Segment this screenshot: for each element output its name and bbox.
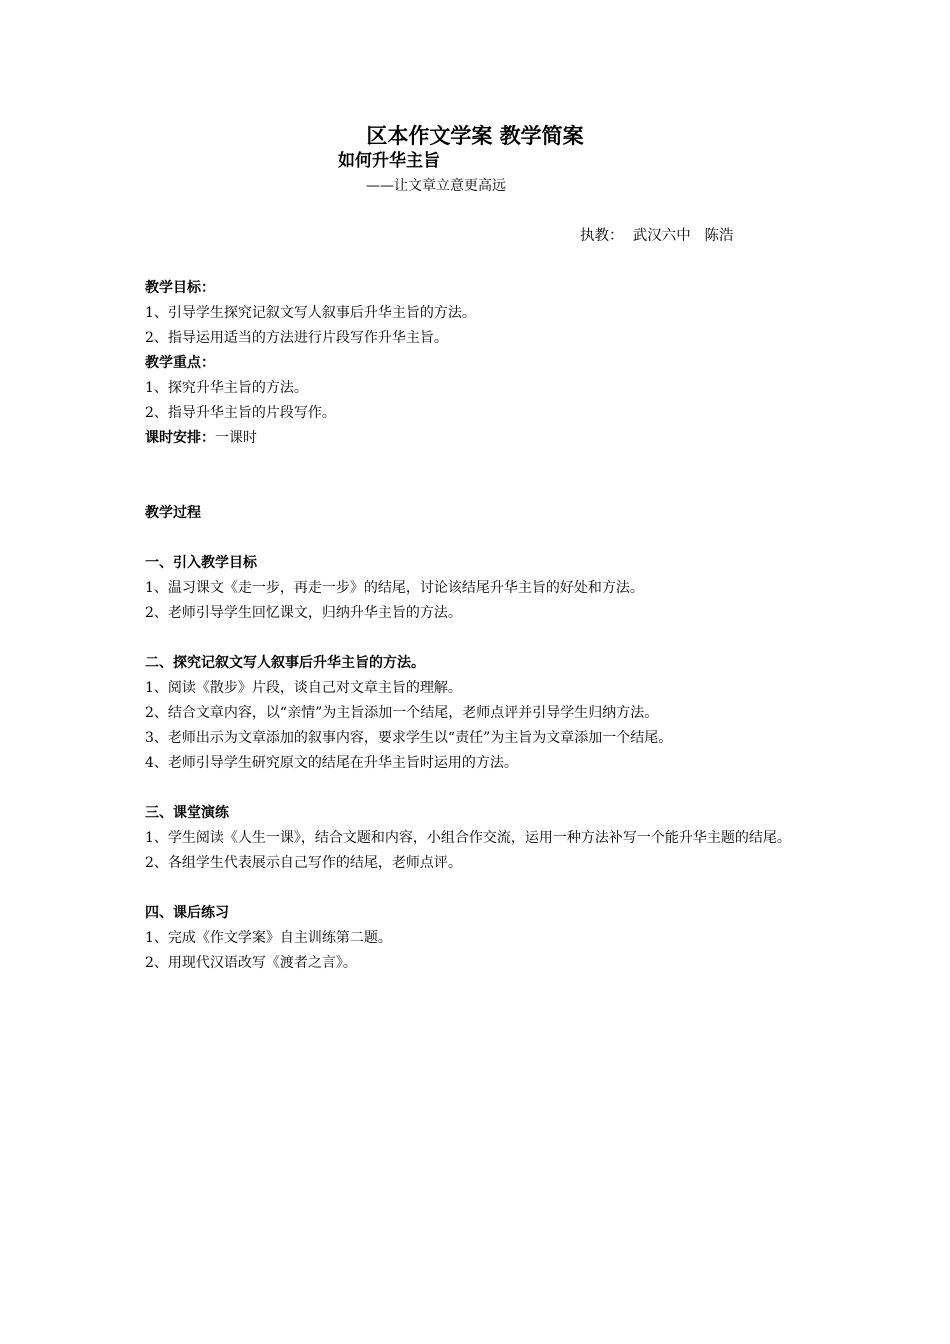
document-tagline: ——让文章立意更高远	[366, 178, 506, 194]
section-heading: 一、引入教学目标	[145, 555, 257, 571]
objective-item: 1、引导学生探究记叙文写人叙事后升华主旨的方法。	[145, 305, 476, 321]
key-point-item: 1、探究升华主旨的方法。	[145, 380, 308, 396]
section-item: 2、用现代汉语改写《渡者之言》。	[145, 955, 357, 971]
section-item: 1、学生阅读《人生一课》，结合文题和内容，小组合作交流，运用一种方法补写一个能升华主题的结尾。	[145, 830, 791, 846]
section-item: 3、老师出示为文章添加的叙事内容，要求学生以“责任”为主旨为文章添加一个结尾。	[145, 730, 673, 746]
objectives-heading: 教学目标：	[145, 280, 215, 296]
process-heading: 教学过程	[145, 505, 201, 521]
section-heading: 三、课堂演练	[145, 805, 229, 821]
spacer	[145, 876, 810, 901]
author-line: 执教： 武汉六中 陈浩	[580, 228, 734, 244]
document-body	[145, 276, 810, 976]
section-item: 2、各组学生代表展示自己写作的结尾，老师点评。	[145, 855, 462, 871]
key-points-heading: 教学重点：	[145, 355, 215, 371]
spacer	[145, 451, 810, 501]
objective-item: 2、指导运用适当的方法进行片段写作升华主旨。	[145, 330, 448, 346]
document-subtitle: 如何升华主旨	[338, 151, 440, 171]
section-item: 1、温习课文《走一步，再走一步》的结尾，讨论该结尾升华主旨的好处和方法。	[145, 580, 644, 596]
section-heading: 四、课后练习	[145, 905, 229, 921]
section-item: 2、老师引导学生回忆课文，归纳升华主旨的方法。	[145, 605, 462, 621]
section-item: 1、完成《作文学案》自主训练第二题。	[145, 930, 392, 946]
section-heading: 二、探究记叙文写人叙事后升华主旨的方法。	[145, 655, 425, 671]
key-point-item: 2、指导升华主旨的片段写作。	[145, 405, 336, 421]
section-item: 1、阅读《散步》片段，谈自己对文章主旨的理解。	[145, 680, 462, 696]
schedule-line	[145, 426, 810, 451]
section-item: 4、老师引导学生研究原文的结尾在升华主旨时运用的方法。	[145, 755, 518, 771]
spacer	[145, 526, 810, 551]
schedule-label: 课时安排：	[145, 430, 215, 446]
spacer	[145, 626, 810, 651]
document-title: 区本作文学案 教学简案	[366, 124, 584, 148]
spacer	[145, 776, 810, 801]
schedule-value: 一课时	[215, 430, 257, 446]
section-item: 2、结合文章内容，以“亲情”为主旨添加一个结尾，老师点评并引导学生归纳方法。	[145, 705, 659, 721]
